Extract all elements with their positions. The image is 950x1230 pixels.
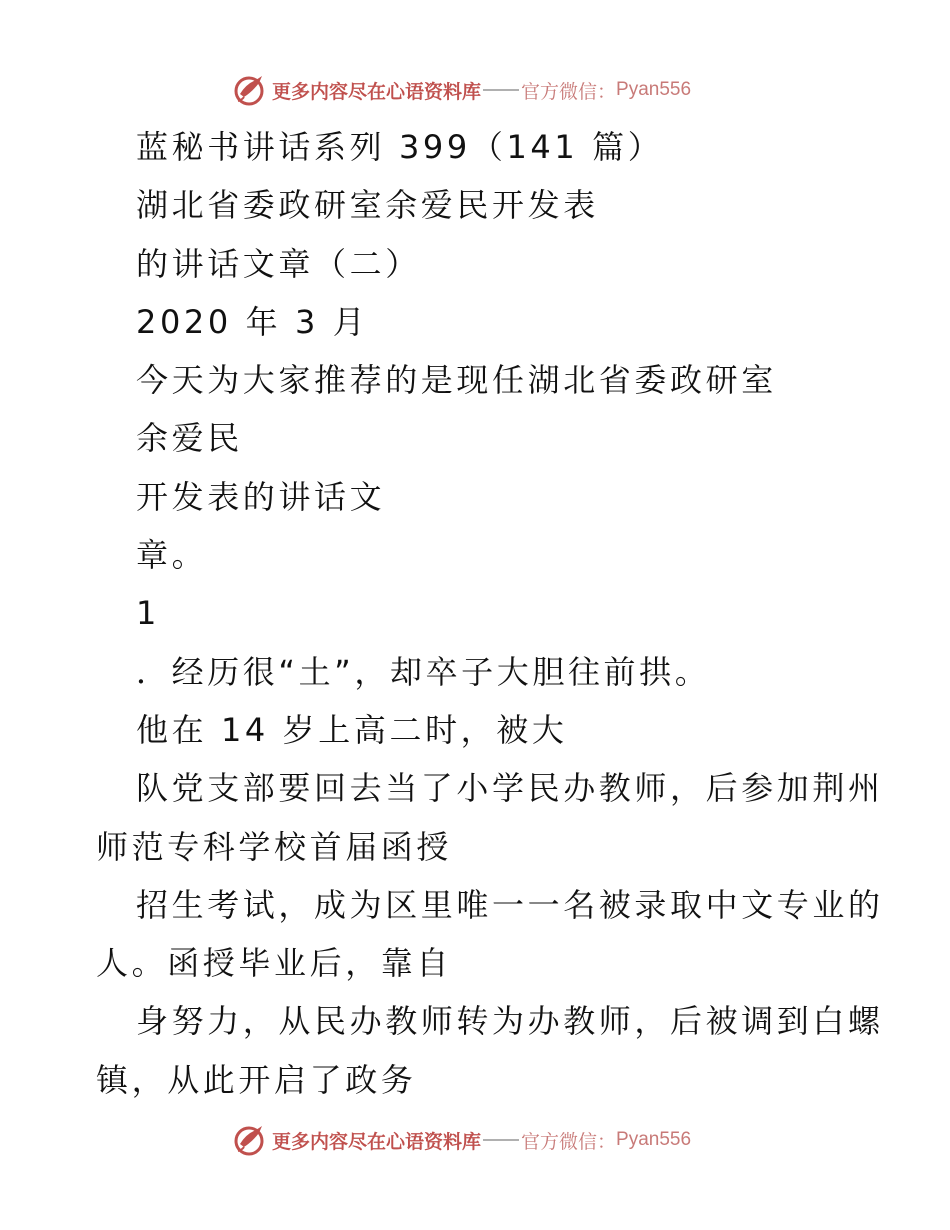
text-line: 开发表的讲话文 — [136, 477, 386, 516]
text-line: 2020 年 3 月 — [136, 302, 369, 341]
watermark-banner-bottom — [232, 1120, 732, 1160]
text-line: ．经历很“土”，却卒子大胆往前拱。 — [136, 652, 711, 691]
text-line: 章。 — [136, 536, 208, 575]
text-line: 镇，从此开启了政务 — [96, 1060, 417, 1099]
watermark-text: 更多内容尽在心语资料库 — [272, 80, 482, 103]
text-line: 余爱民 — [136, 419, 243, 458]
watermark-text: 更多内容尽在心语资料库 — [272, 1130, 482, 1153]
watermark-wechat-label: 官方微信： — [521, 1130, 617, 1153]
watermark-wechat-id: Pyan556 — [616, 1129, 692, 1150]
text-line: 他在 14 岁上高二时，被大 — [136, 710, 568, 749]
watermark-wechat-id: Pyan556 — [616, 79, 692, 100]
text-line: 的讲话文章（二） — [136, 244, 421, 283]
text-line: 师范专科学校首届函授 — [96, 827, 453, 866]
text-line: 人。函授毕业后，靠自 — [96, 944, 453, 983]
text-line: 今天为大家推荐的是现任湖北省委政研室 — [136, 361, 777, 400]
watermark-wechat-label: 官方微信： — [521, 80, 617, 103]
watermark-dash — [483, 89, 519, 91]
text-line: 队党支部要回去当了小学民办教师，后参加荆州 — [136, 769, 884, 808]
text-line: 身努力，从民办教师转为办教师，后被调到白螺 — [136, 1002, 884, 1041]
brush-logo-icon — [232, 72, 268, 108]
text-line: 招生考试，成为区里唯一一名被录取中文专业的 — [136, 885, 884, 924]
document-body — [96, 118, 884, 1109]
watermark-dash — [483, 1139, 519, 1141]
text-line: 蓝秘书讲话系列 399（141 篇） — [136, 128, 664, 166]
text-line: 湖北省委政研室余爱民开发表 — [136, 186, 599, 225]
watermark-banner-top — [232, 70, 732, 110]
brush-logo-icon — [232, 1122, 268, 1158]
text-line: 1 — [136, 594, 160, 633]
